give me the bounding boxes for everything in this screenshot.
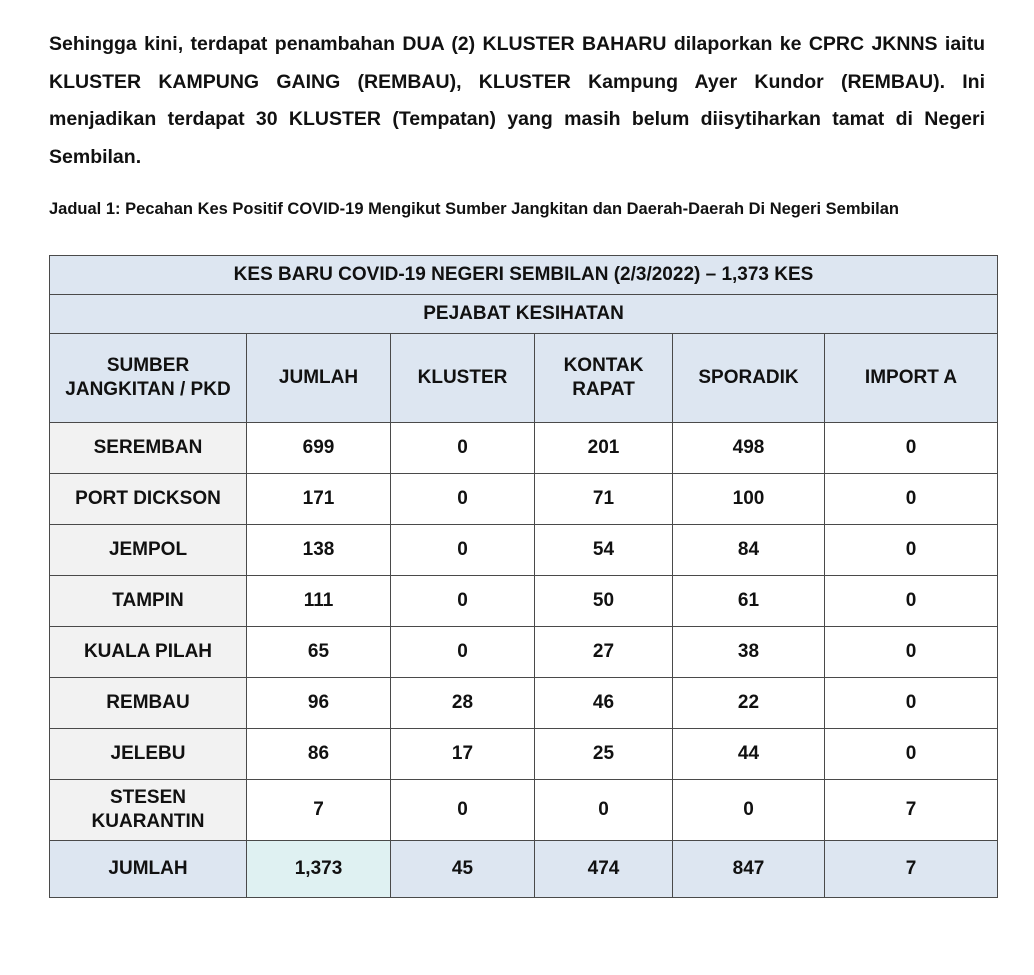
cell-sporadik: 38 <box>673 627 825 678</box>
column-header-jumlah: JUMLAH <box>247 334 391 423</box>
cell-kontak-rapat: 27 <box>535 627 673 678</box>
cell-import: 7 <box>825 780 998 841</box>
column-header-sporadik: SPORADIK <box>673 334 825 423</box>
cell-sporadik: 22 <box>673 678 825 729</box>
cell-sporadik: 84 <box>673 525 825 576</box>
cell-jumlah: 171 <box>247 474 391 525</box>
cell-import: 0 <box>825 525 998 576</box>
table-row <box>50 780 998 841</box>
cell-sporadik: 498 <box>673 423 825 474</box>
table-subtitle-row <box>50 295 998 334</box>
table-title-row <box>50 256 998 295</box>
cell-sporadik: 44 <box>673 729 825 780</box>
cases-table <box>49 255 998 898</box>
cell-kontak-rapat: 46 <box>535 678 673 729</box>
column-header-source: SUMBER JANGKITAN / PKD <box>50 334 247 423</box>
cell-kluster: 0 <box>391 423 535 474</box>
table-row <box>50 474 998 525</box>
cell-import: 0 <box>825 576 998 627</box>
cell-kluster: 17 <box>391 729 535 780</box>
total-kontak-rapat: 474 <box>535 841 673 898</box>
total-jumlah: 1,373 <box>247 841 391 898</box>
column-header-import: IMPORT A <box>825 334 998 423</box>
cell-jumlah: 96 <box>247 678 391 729</box>
cell-kontak-rapat: 54 <box>535 525 673 576</box>
cell-sporadik: 100 <box>673 474 825 525</box>
cell-jumlah: 138 <box>247 525 391 576</box>
cell-jumlah: 111 <box>247 576 391 627</box>
intro-paragraph: Sehingga kini, terdapat penambahan DUA (2) KLUSTER BAHARU dilaporkan ke CPRC JKNNS iaitu KLUSTER KAMPUNG GAING (REMBAU), KLUSTER Kampung Ayer Kundor (REMBAU). Ini menjadikan terdapat 30 KLUSTER (Tempatan) yang masih belum diisytiharkan tamat di Negeri Sembilan. <box>49 33 985 168</box>
total-kluster: 45 <box>391 841 535 898</box>
cell-jumlah: 65 <box>247 627 391 678</box>
table-row <box>50 678 998 729</box>
cell-kontak-rapat: 50 <box>535 576 673 627</box>
column-header-kluster: KLUSTER <box>391 334 535 423</box>
cell-kluster: 28 <box>391 678 535 729</box>
cell-kontak-rapat: 0 <box>535 780 673 841</box>
cell-import: 0 <box>825 678 998 729</box>
row-district-name: JEMPOL <box>50 525 247 576</box>
table-row <box>50 627 998 678</box>
table-header-row <box>50 334 998 423</box>
cell-jumlah: 7 <box>247 780 391 841</box>
total-import: 7 <box>825 841 998 898</box>
row-district-name: SEREMBAN <box>50 423 247 474</box>
row-district-name: STESEN KUARANTIN <box>50 780 247 841</box>
cell-jumlah: 86 <box>247 729 391 780</box>
column-header-kontak-rapat: KONTAK RAPAT <box>535 334 673 423</box>
cell-kontak-rapat: 25 <box>535 729 673 780</box>
table-row <box>50 576 998 627</box>
row-district-name: TAMPIN <box>50 576 247 627</box>
cell-import: 0 <box>825 474 998 525</box>
cell-import: 0 <box>825 423 998 474</box>
cell-sporadik: 61 <box>673 576 825 627</box>
cell-kontak-rapat: 71 <box>535 474 673 525</box>
row-district-name: REMBAU <box>50 678 247 729</box>
cell-import: 0 <box>825 729 998 780</box>
cell-kontak-rapat: 201 <box>535 423 673 474</box>
table-caption: Jadual 1: Pecahan Kes Positif COVID-19 Mengikut Sumber Jangkitan dan Daerah-Daerah Di Negeri Sembilan <box>49 200 899 218</box>
table-subtitle: PEJABAT KESIHATAN <box>50 295 998 334</box>
table-title: KES BARU COVID-19 NEGERI SEMBILAN (2/3/2022) – 1,373 KES <box>50 256 998 295</box>
table-row <box>50 729 998 780</box>
table-row <box>50 423 998 474</box>
total-sporadik: 847 <box>673 841 825 898</box>
cell-kluster: 0 <box>391 780 535 841</box>
row-district-name: JELEBU <box>50 729 247 780</box>
cell-kluster: 0 <box>391 525 535 576</box>
table-total-row <box>50 841 998 898</box>
row-district-name: PORT DICKSON <box>50 474 247 525</box>
row-district-name: KUALA PILAH <box>50 627 247 678</box>
table-row <box>50 525 998 576</box>
cell-kluster: 0 <box>391 576 535 627</box>
cell-kluster: 0 <box>391 627 535 678</box>
cell-import: 0 <box>825 627 998 678</box>
cell-sporadik: 0 <box>673 780 825 841</box>
cell-jumlah: 699 <box>247 423 391 474</box>
total-label: JUMLAH <box>50 841 247 898</box>
cell-kluster: 0 <box>391 474 535 525</box>
